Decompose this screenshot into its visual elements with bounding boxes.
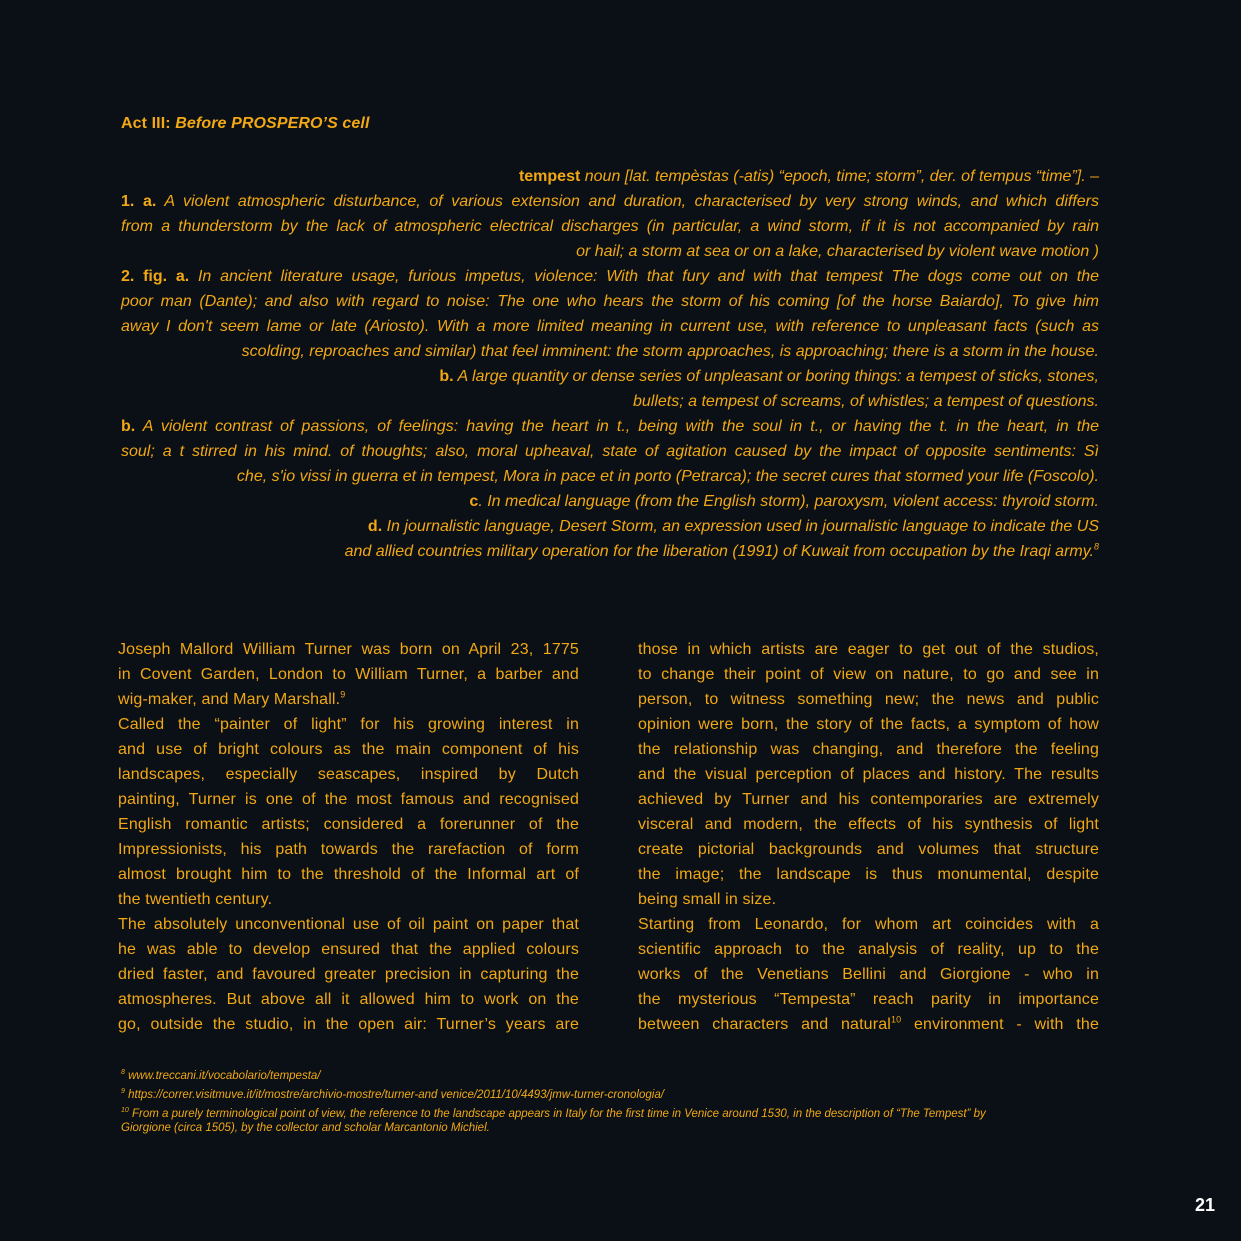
footnotes [121,1065,1096,1136]
body-line: scientific approach to the analysis of reality, up to the [638,941,1099,958]
footnote-number: 9 [121,1087,125,1095]
body-line: he was able to develop ensured that the applied colours [118,941,579,958]
sense-text: . In medical language (from the English storm), paroxysm, violent access: thyroid storm. [478,493,1099,510]
definition-line [121,264,1099,289]
definition-line [121,239,1099,264]
body-line: the relationship was changing, and therefore the feeling [638,741,1099,758]
sense-label: b. [439,368,454,385]
sense-text: scolding, reproaches and similar) that feel imminent: the storm approaches, is approaching; there is a storm in the house. [241,343,1099,360]
body-line: The absolutely unconventional use of oil paint on paper that [118,916,579,933]
sense-text: A violent atmospheric disturbance, of various extension and duration, characterised by very strong winds, and which differs [164,193,1100,210]
body-line: Joseph Mallord William Turner was born on April 23, 1775 [118,641,579,658]
body-line: atmospheres. But above all it allowed him to work on the [118,991,579,1008]
definition-line [121,364,1099,389]
term: tempest [518,168,581,185]
definition-line [121,539,1099,564]
sense-text: poor man (Dante); and also with regard to noise: The one who hears the storm of his coming [of the horse Baiardo], To give him [121,293,1099,310]
body-line: the image; the landscape is thus monumental, despite [638,866,1099,883]
footnote-text: https://correr.visitmuve.it/it/mostre/archivio-mostre/turner-and venice/2011/10/4493/jmw-turner-cronologia/ [124,1088,664,1101]
page-number: 21 [1194,1195,1215,1215]
definition-line [121,464,1099,489]
sense-label: d. [367,518,383,535]
sense-label: 1. a. [121,193,157,210]
body-line: create pictorial backgrounds and volumes that structure [638,841,1099,858]
body-column-left [118,637,579,1037]
body-line: person, to witness something new; the news and public [638,691,1099,708]
footnote-number: 10 [121,1106,129,1114]
body-line: opinion were born, the story of the facts, a symptom of how [638,716,1099,733]
body-line: and the visual perception of places and history. The results [638,766,1099,783]
body-line: achieved by Turner and his contemporaries are extremely [638,791,1099,808]
body-line: dried faster, and favoured greater precision in capturing the [118,966,579,983]
footnote [121,1065,1096,1084]
body-line: to change their point of view on nature, to go and see in [638,666,1099,683]
sense-text: soul; a t stirred in his mind. of thoughts; also, moral upheaval, state of agitation caused by the impact of opposite sentiments: Sì [121,443,1099,460]
body-line: Impressionists, his path towards the rarefaction of form [118,841,579,858]
definition-line [121,339,1099,364]
body-line-text: between characters and natural [638,1016,891,1033]
sense-text: or hail; a storm at sea or on a lake, characterised by violent wave motion ) [576,243,1099,260]
definition-line [121,189,1099,214]
sense-text: A large quantity or dense series of unpleasant or boring things: a tempest of sticks, stones, [457,368,1099,385]
body-line: painting, Turner is one of the most famous and recognised [118,791,579,808]
sense-text: and allied countries military operation for the liberation (1991) of Kuwait from occupation by the Iraqi army. [344,543,1094,560]
scene-title: Before PROSPERO’S cell [175,115,370,132]
footnote [121,1084,1096,1103]
footnote-ref: 8 [1093,541,1099,552]
etymology: noun [lat. tempèstas (-atis) “epoch, time; storm”, der. of tempus “time”]. – [584,168,1099,185]
footnote-text: From a purely terminological point of view, the reference to the landscape appears in Italy for the first time in Venice around 1530, in the description of “The Tempest” by [128,1107,986,1120]
sense-text: che, s'io vissi in guerra et in tempest, Mora in pace et in porto (Petrarca); the secret cures that stormed your life (Foscolo). [236,468,1099,485]
definition-line [121,289,1099,314]
body-line: almost brought him to the threshold of the Informal art of [118,866,579,883]
sense-text: bullets; a tempest of screams, of whistles; a tempest of questions. [633,393,1099,410]
sense-text: away I don't seem lame or late (Ariosto). With a more limited meaning in current use, with reference to unpleasant facts (such as [121,318,1099,335]
body-line: and use of bright colours as the main component of his [118,741,579,758]
body-line: the mysterious “Tempesta” reach parity in importance [638,991,1099,1008]
footnote-text: www.treccani.it/vocabolario/tempesta/ [124,1069,321,1082]
body-line-text: environment - with the [901,1016,1100,1033]
sense-label: b. [121,418,136,435]
sense-text: In journalistic language, Desert Storm, an expression used in journalistic language to indicate the US [386,518,1099,535]
body-line: go, outside the studio, in the open air: Turner’s years are [118,1016,579,1033]
footnote [121,1121,1096,1136]
footnote-ref: 10 [890,1014,902,1025]
body-line: Starting from Leonardo, for whom art coincides with a [638,916,1099,933]
body-line: being small in size. [638,891,777,908]
definition-line [121,314,1099,339]
body-line: landscapes, especially seascapes, inspired by Dutch [118,766,579,783]
footnote-number: 8 [121,1069,125,1076]
sense-text: In ancient literature usage, furious impetus, violence: With that fury and with that tempest The dogs come out on the [197,268,1099,285]
body-line [638,1012,1099,1037]
sense-label: 2. fig. a. [121,268,190,285]
sense-text: from a thunderstorm by the lack of atmospheric electrical discharges (in particular, a wind storm, if it is not accompanied by rain [121,218,1099,235]
definition-line [121,514,1099,539]
definition-line [121,389,1099,414]
body-line: those in which artists are eager to get out of the studios, [638,641,1099,658]
body-line: in Covent Garden, London to William Turner, a barber and [118,666,579,683]
footnote [121,1103,1096,1122]
body-line: works of the Venetians Bellini and Giorgione - who in [638,966,1099,983]
section-heading [121,115,370,133]
body-line [118,687,579,712]
definition-line [121,214,1099,239]
body-line: English romantic artists; considered a forerunner of the [118,816,579,833]
sense-label: c [469,493,479,510]
body-line: visceral and modern, the effects of his synthesis of light [638,816,1099,833]
definition-line [121,439,1099,464]
sense-text: A violent contrast of passions, of feelings: having the heart in t., being with the soul in t., or having the t. in the heart, in the [142,418,1100,435]
definition-line [121,414,1099,439]
body-line: the twentieth century. [118,891,273,908]
footnote-ref: 9 [340,689,346,700]
dictionary-definition [121,164,1099,564]
definition-header [121,164,1099,189]
body-line: Called the “painter of light” for his growing interest in [118,716,579,733]
body-line-text: wig-maker, and Mary Marshall. [118,691,341,708]
body-column-right [638,637,1099,1037]
definition-line [121,489,1099,514]
footnote-text: Giorgione (circa 1505), by the collector and scholar Marcantonio Michiel. [121,1122,490,1135]
act-label: Act III: [121,115,171,132]
